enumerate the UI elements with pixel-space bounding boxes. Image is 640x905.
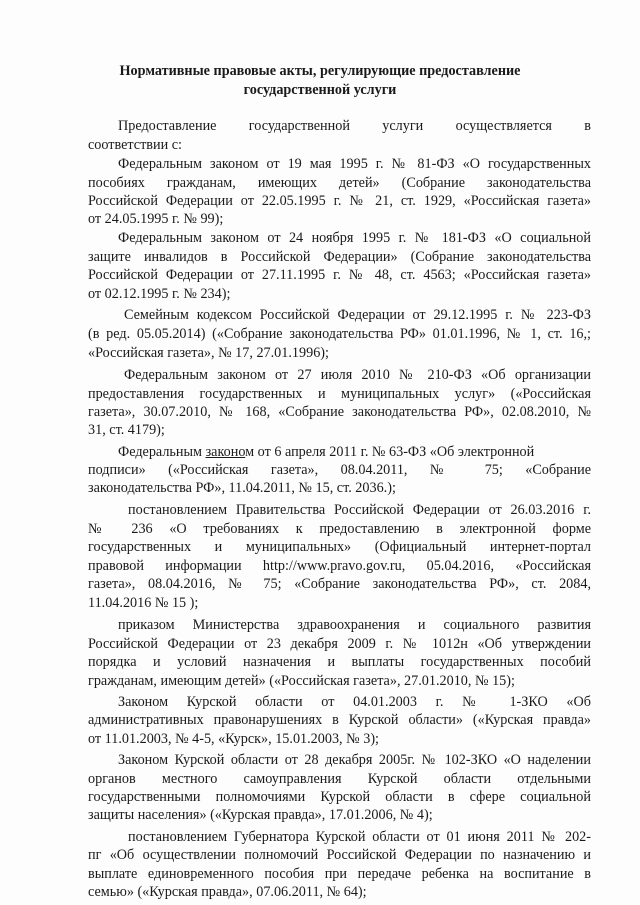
law-item-line xyxy=(118,444,591,461)
law-item-line: Российской Федерации от 22.05.1995 г. № 21, ст. 1929, «Российская газета» xyxy=(88,193,591,209)
law-item-line: предоставления государственных и муниципальных услуг» («Российская xyxy=(88,386,591,402)
law-item-line: Федеральным законом от 19 мая 1995 г. № 81-ФЗ «О государственных xyxy=(118,156,591,172)
law-item-line: Федеральным законом от 24 ноября 1995 г. № 181-ФЗ «О социальной xyxy=(118,230,591,246)
law-item-line: государственных и муниципальных» (Официальный интернет-портал xyxy=(88,539,591,555)
law-item-text-start: Федеральным xyxy=(118,444,206,460)
title-line-1: Нормативные правовые акты, регулирующие предоставление xyxy=(119,63,521,79)
law-item-line: государственными полномочиями Курской области в сфере социальной xyxy=(88,789,591,805)
law-item-line: 31, ст. 4179); xyxy=(88,422,165,438)
law-item-text-end: м от 6 апреля 2011 г. № 63-ФЗ «Об электронной xyxy=(245,444,535,460)
law-item-line: от 02.12.1995 г. № 234); xyxy=(88,286,231,302)
law-item-line: подписи» («Российская газета», 08.04.2011, № 75; «Собрание xyxy=(88,462,591,478)
law-item-line: газета», 08.04.2016, № 75; «Собрание законодательства РФ», ст. 2084, xyxy=(88,576,591,592)
law-item-line: выплате единовременного пособия при передаче ребенка на воспитание в xyxy=(88,866,591,882)
law-item-line: порядка и условий назначения и выплаты государственных пособий xyxy=(88,654,591,670)
title-line-2: государственной услуги xyxy=(243,82,397,98)
law-item-line: Законом Курской области от 28 декабря 2005г. № 102-ЗКО «О наделении xyxy=(118,752,591,768)
intro-line: соответствии с: xyxy=(88,137,182,153)
page-title xyxy=(96,62,544,100)
law-item-line: законодательства РФ», 11.04.2011, № 15, ст. 2036.); xyxy=(88,480,396,496)
law-item-line: газета», 30.07.2010, № 168, «Собрание законодательства РФ», 02.08.2010, № xyxy=(88,404,591,420)
law-item-text xyxy=(118,444,534,461)
law-item-line: защиты населения» («Курская правда», 17.01.2006, № 4); xyxy=(88,807,433,823)
law-item-line: 11.04.2016 № 15 ); xyxy=(88,595,199,611)
law-item-line: пг «Об осуществлении полномочий Российской Федерации по назначению и xyxy=(88,847,591,863)
law-item-line: административных правонарушениях в Курской области» («Курская правда» xyxy=(88,712,591,728)
law-item-line: Федеральным законом от 27 июля 2010 № 210-ФЗ «Об организации xyxy=(124,367,591,383)
law-item-line: Семейным кодексом Российской Федерации от 29.12.1995 г. № 223-ФЗ xyxy=(124,307,591,323)
law-item-line: № 236 «О требованиях к предоставлению в электронной форме xyxy=(88,521,591,537)
law-item-line: органов местного самоуправления Курской области отдельными xyxy=(88,771,591,787)
law-item-line: постановлением Губернатора Курской области от 01 июня 2011 № 202- xyxy=(128,829,591,845)
intro-line: Предоставление государственной услуги осуществляется в xyxy=(118,118,591,134)
law-item-line: правовой информации http://www.pravo.gov.ru, 05.04.2016, «Российская xyxy=(88,558,591,574)
law-item-line: постановлением Правительства Российской Федерации от 26.03.2016 г. xyxy=(128,502,591,518)
underlined-word: законо xyxy=(205,444,246,460)
law-item-line: гражданам, имеющим детей» («Российская газета», 27.01.2010, № 15); xyxy=(88,673,515,689)
law-item-line: «Российская газета», № 17, 27.01.1996); xyxy=(88,345,329,361)
law-item-line: приказом Министерства здравоохранения и социального развития xyxy=(118,617,591,633)
law-item-line: пособиях гражданам, имеющих детей» (Собрание законодательства xyxy=(88,175,591,191)
law-item-line: от 24.05.1995 г. № 99); xyxy=(88,211,224,227)
law-item-line: защите инвалидов в Российской Федерации» (Собрание законодательства xyxy=(88,249,591,265)
law-item-line: Российской Федерации от 27.11.1995 г. № 48, ст. 4563; «Российская газета» xyxy=(88,267,591,283)
law-item-line: семью» («Курская правда», 07.06.2011, № 64); xyxy=(88,884,367,900)
law-item-line: (в ред. 05.05.2014) («Собрание законодательства РФ» 01.01.1996, № 1, ст. 16,; xyxy=(88,326,591,342)
law-item-line: Российской Федерации от 23 декабря 2009 г. № 1012н «Об утверждении xyxy=(88,636,591,652)
law-item-line: Законом Курской области от 04.01.2003 г. № 1-ЗКО «Об xyxy=(118,694,591,710)
law-item-line: от 11.01.2003, № 4-5, «Курск», 15.01.2003, № 3); xyxy=(88,731,379,747)
